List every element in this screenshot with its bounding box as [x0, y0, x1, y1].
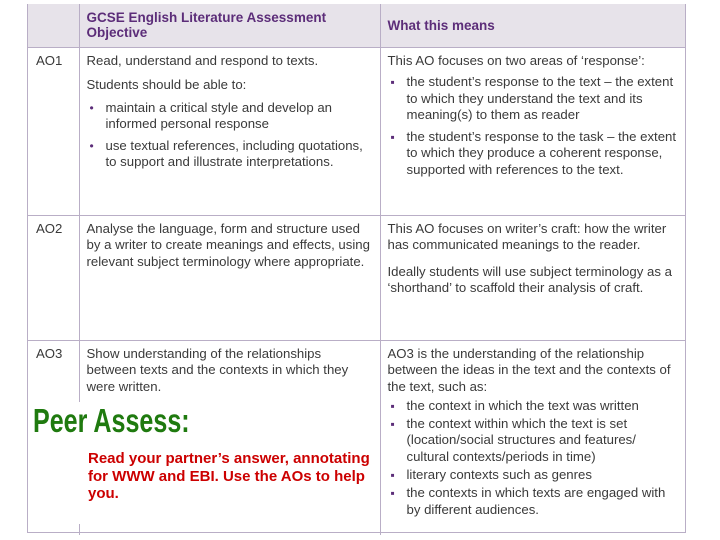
- meaning-cell: [380, 341, 685, 536]
- objective-cell: [79, 48, 380, 216]
- meaning-lead: This AO focuses on two areas of ‘response’:: [387, 53, 645, 68]
- table-row-ao2: [28, 216, 685, 341]
- header-meaning: What this means: [380, 4, 685, 48]
- list-item: ▪ the context within which the text is set (location/social structures and features/ cultural contexts/periods in time): [390, 416, 636, 464]
- ao-code: AO3: [28, 341, 79, 536]
- bullet-icon: ▪: [390, 130, 395, 145]
- bullet-icon: ▪: [390, 468, 395, 483]
- ao-code: AO1: [28, 48, 79, 216]
- peer-assess-instructions: Read your partner’s answer, annotating for WWW and EBI. Use the AOs to help you.: [88, 450, 370, 502]
- list-item: • use textual references, including quotations, to support and illustrate interpretations.: [89, 138, 363, 170]
- bullet-icon: ▪: [390, 398, 395, 413]
- ao-code: AO2: [28, 216, 79, 341]
- bullet-icon: ▪: [390, 417, 395, 432]
- objective-cell: [79, 216, 380, 341]
- peer-assess-title: Peer Assess:: [33, 402, 190, 439]
- list-item: ▪ the contexts in which texts are engaged with by different audiences.: [390, 485, 666, 517]
- list-item: ▪ literary contexts such as genres: [390, 467, 592, 483]
- bullet-icon: •: [89, 139, 94, 154]
- objective-text: Show understanding of the relationships between texts and the contexts in which they were written.: [86, 346, 349, 394]
- meaning-cell: [380, 48, 685, 216]
- list-item: ▪ the context in which the text was written: [390, 397, 639, 413]
- list-item: ▪ the student’s response to the text – the extent to which they understand the text and its meaning(s) to them as reader: [390, 74, 674, 122]
- header-objective: GCSE English Literature Assessment Objective: [79, 4, 380, 48]
- bullet-icon: ▪: [390, 486, 395, 501]
- table-header-row: [28, 4, 685, 48]
- peer-assess-overlay: [28, 402, 378, 524]
- bullet-icon: ▪: [390, 75, 395, 90]
- bullet-icon: •: [89, 100, 94, 115]
- objective-text: Read, understand and respond to texts.: [86, 53, 319, 68]
- meaning-paragraph: Ideally students will use subject terminology as a ‘shorthand’ to scaffold their analysis of craft.: [387, 263, 672, 295]
- list-item: • maintain a critical style and develop an informed personal response: [89, 99, 333, 131]
- meaning-cell: [380, 216, 685, 341]
- header-code: [28, 4, 79, 48]
- table-row-ao1: [28, 48, 685, 216]
- objective-text: Analyse the language, form and structure used by a writer to create meanings and effects, using relevant subject terminology where appropriate.: [86, 221, 370, 269]
- meaning-lead: AO3 is the understanding of the relationship between the ideas in the text and the contexts of the text, such as:: [387, 346, 671, 394]
- objective-lead: Students should be able to:: [86, 77, 247, 93]
- list-item: ▪ the student’s response to the task – the extent to which they produce a coherent response, supported with references to the text.: [390, 129, 677, 177]
- meaning-paragraph: This AO focuses on writer’s craft: how the writer has communicated meanings to the reader.: [387, 221, 667, 253]
